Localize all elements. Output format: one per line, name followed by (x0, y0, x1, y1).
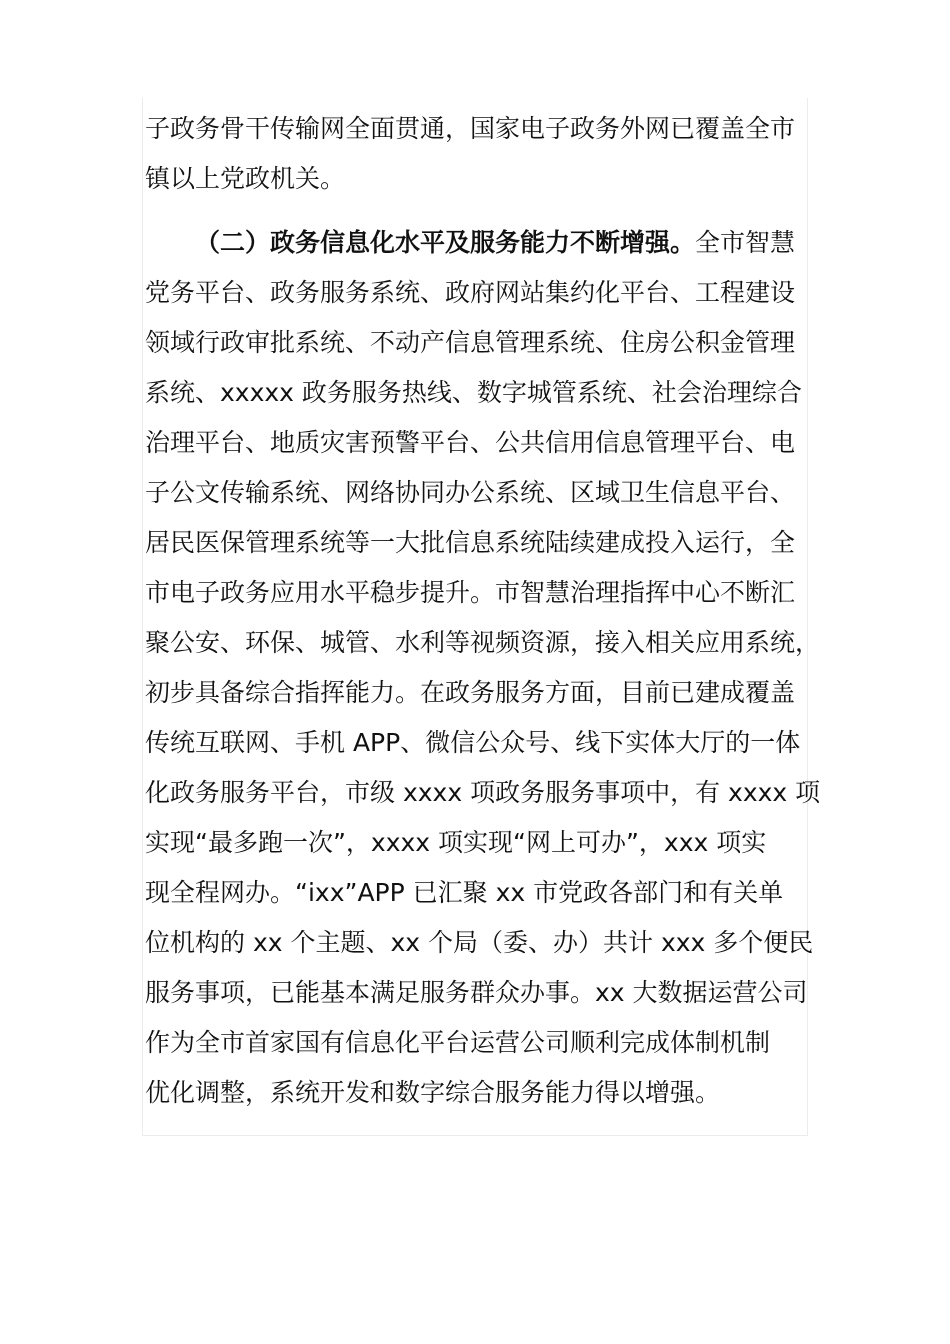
text-line: 位机构的 xx 个主题、xx 个局（委、办）共计 xxx 多个便民 (145, 928, 814, 957)
text-line: 系统、xxxxx 政务服务热线、数字城管系统、社会治理综合 (145, 378, 802, 407)
text-line: 聚公安、环保、城管、水利等视频资源，接入相关应用系统， (145, 628, 821, 657)
paragraph-first-line (145, 218, 813, 268)
text-line: 优化调整，系统开发和数字综合服务能力得以增强。 (145, 1078, 721, 1107)
text-line: 实现“最多跑一次”，xxxx 项实现“网上可办”，xxx 项实 (145, 828, 767, 857)
text-fragment: 全市智慧 (695, 228, 796, 257)
text-line: 初步具备综合指挥能力。在政务服务方面，目前已建成覆盖 (145, 678, 796, 707)
paragraph-2 (145, 218, 821, 1118)
text-line: 居民医保管理系统等一大批信息系统陆续建成投入运行，全 (145, 528, 796, 557)
text-line: 作为全市首家国有信息化平台运营公司顺利完成体制机制 (145, 1028, 771, 1057)
text-line: 子公文传输系统、网络协同办公系统、区域卫生信息平台、 (145, 478, 796, 507)
document-body (145, 104, 821, 1118)
text-line: 治理平台、地质灾害预警平台、公共信用信息管理平台、电 (145, 428, 796, 457)
section-heading: （二）政务信息化水平及服务能力不断增强。 (195, 228, 696, 257)
text-line: 服务事项，已能基本满足服务群众办事。xx 大数据运营公司 (145, 978, 808, 1007)
text-line: 镇以上党政机关。 (145, 164, 346, 193)
text-line: 党务平台、政务服务系统、政府网站集约化平台、工程建设 (145, 278, 796, 307)
text-line: 市电子政务应用水平稳步提升。市智慧治理指挥中心不断汇 (145, 578, 796, 607)
text-line: 子政务骨干传输网全面贯通，国家电子政务外网已覆盖全市 (145, 114, 796, 143)
text-line: 领域行政审批系统、不动产信息管理系统、住房公积金管理 (145, 328, 796, 357)
text-line: 传统互联网、手机 APP、微信公众号、线下实体大厅的一体 (145, 728, 801, 757)
text-line: 化政务服务平台，市级 xxxx 项政务服务事项中，有 xxxx 项 (145, 778, 821, 807)
text-line: 现全程网办。“ixx”APP 已汇聚 xx 市党政各部门和有关单 (145, 878, 784, 907)
paragraph-1 (145, 104, 813, 204)
